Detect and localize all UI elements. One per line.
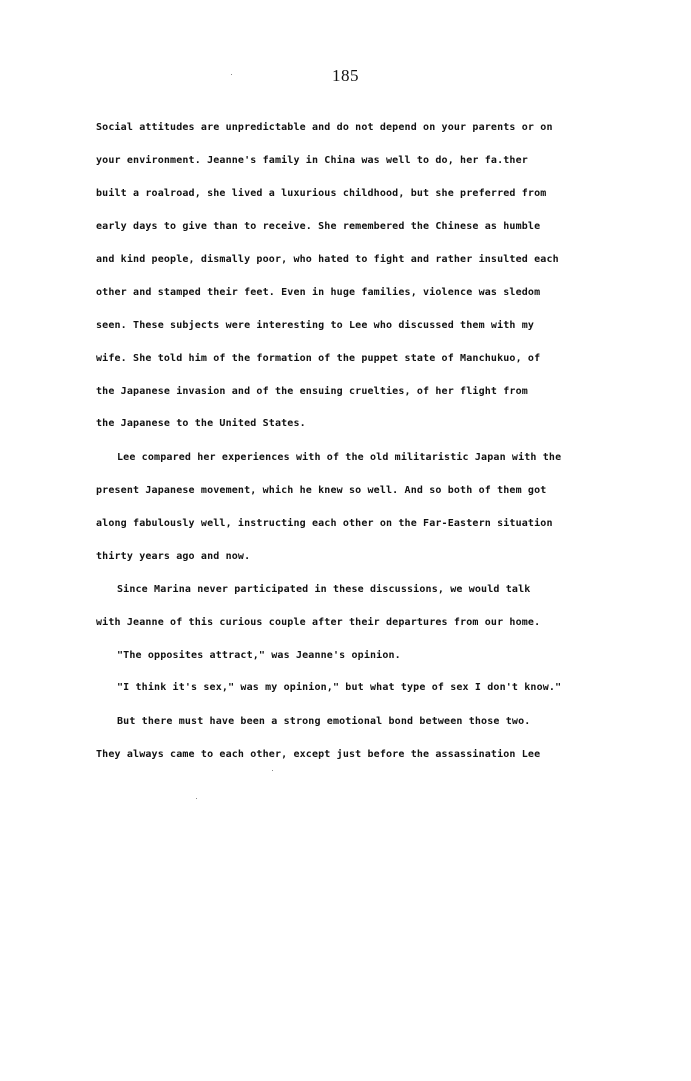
text-line: Lee compared her experiences with of the old militaristic Japan with the — [117, 452, 562, 463]
text-line: present Japanese movement, which he knew so well. And so both of them got — [96, 485, 547, 496]
text-line: the Japanese to the United States. — [96, 418, 306, 429]
text-line: other and stamped their feet. Even in huge families, violence was sledom — [96, 287, 541, 298]
text-line: the Japanese invasion and of the ensuing cruelties, of her flight from — [96, 386, 528, 397]
text-line: Since Marina never participated in these discussions, we would talk — [117, 584, 531, 595]
text-line: Social attitudes are unpredictable and do not depend on your parents or on — [96, 122, 553, 133]
text-line: and kind people, dismally poor, who hated to fight and rather insulted each — [96, 254, 559, 265]
scan-speck — [272, 770, 273, 771]
page-number: 185 — [332, 66, 359, 85]
text-line: your environment. Jeanne's family in China was well to do, her fa.ther — [96, 155, 528, 166]
text-line: They always came to each other, except just before the assassination Lee — [96, 749, 541, 760]
text-line: with Jeanne of this curious couple after their departures from our home. — [96, 617, 541, 628]
text-line: seen. These subjects were interesting to Lee who discussed them with my — [96, 320, 535, 331]
text-line: early days to give than to receive. She remembered the Chinese as humble — [96, 221, 541, 232]
text-line: along fabulously well, instructing each other on the Far-Eastern situation — [96, 518, 553, 529]
text-line: built a roalroad, she lived a luxurious childhood, but she preferred from — [96, 188, 547, 199]
text-line: wife. She told him of the formation of the puppet state of Manchukuo, of — [96, 353, 541, 364]
text-line: "The opposites attract," was Jeanne's opinion. — [117, 650, 401, 661]
text-line: But there must have been a strong emotional bond between those two. — [117, 716, 531, 727]
text-line: "I think it's sex," was my opinion," but what type of sex I don't know." — [117, 682, 562, 693]
scan-speck — [231, 74, 232, 75]
scan-speck — [196, 798, 197, 799]
text-line: thirty years ago and now. — [96, 551, 251, 562]
